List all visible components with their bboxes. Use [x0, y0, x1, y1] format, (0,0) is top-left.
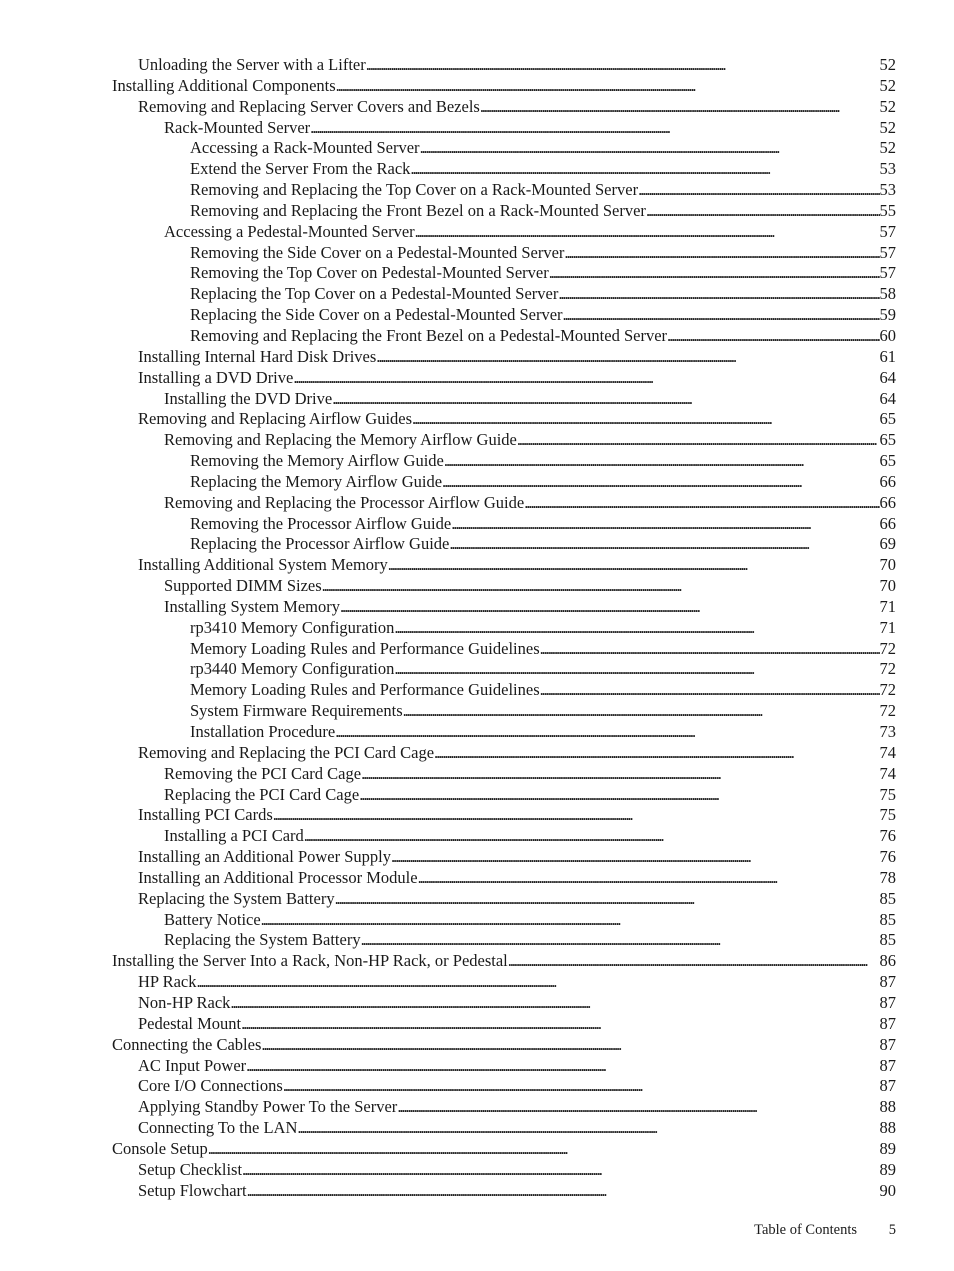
toc-entry[interactable]: [112, 1139, 896, 1160]
toc-entry-page-number[interactable]: 72: [879, 701, 896, 721]
toc-entry-page-number[interactable]: 89: [879, 1159, 896, 1179]
toc-entry[interactable]: [138, 97, 896, 118]
toc-entry-page-number[interactable]: 90: [879, 1180, 896, 1200]
toc-entry-page-number[interactable]: 52: [879, 55, 896, 74]
toc-leader-dots: [359, 785, 879, 806]
toc-entry-page-number[interactable]: 88: [879, 1097, 896, 1117]
toc-entry-page-number[interactable]: 66: [879, 471, 896, 491]
toc-leader-dots: [524, 493, 879, 514]
toc-entry[interactable]: [138, 1076, 896, 1097]
toc-entry-title[interactable]: Removing and Replacing the Processor Airflow Guide: [164, 492, 525, 512]
toc-entry-title[interactable]: Removing and Replacing the Memory Airflow Guide: [164, 430, 517, 450]
toc-leader-dots: [283, 1076, 880, 1097]
toc-entry[interactable]: [190, 284, 896, 305]
toc-entry[interactable]: [138, 1097, 896, 1118]
toc-leader-dots: [361, 764, 879, 785]
toc-entry-title[interactable]: Replacing the System Battery: [138, 888, 335, 908]
toc-entry-title[interactable]: Removing the Processor Airflow Guide: [190, 513, 452, 533]
toc-entry-page-number[interactable]: 87: [879, 1034, 896, 1054]
footer-page-number: 5: [888, 1222, 896, 1238]
toc-entry[interactable]: [138, 993, 896, 1014]
toc-entry[interactable]: [112, 1035, 896, 1056]
toc-entry[interactable]: [164, 597, 896, 618]
toc-leader-dots: [340, 597, 880, 618]
toc-entry-page-number[interactable]: 75: [879, 784, 896, 804]
toc-entry[interactable]: [138, 847, 896, 868]
toc-entry-title[interactable]: Installation Procedure: [190, 722, 336, 741]
toc-entry-title[interactable]: Applying Standby Power To the Server: [138, 1097, 398, 1117]
toc-entry-page-number[interactable]: 65: [879, 430, 896, 450]
toc-entry-page-number[interactable]: 87: [879, 1055, 896, 1075]
toc-entry-page-number[interactable]: 86: [879, 951, 896, 971]
toc-entry-title[interactable]: Rack-Mounted Server: [164, 117, 311, 137]
toc-entry-page-number[interactable]: 57: [879, 242, 896, 262]
toc-entry-title[interactable]: Replacing the System Battery: [164, 930, 361, 950]
toc-entry-page-number[interactable]: 72: [879, 659, 896, 679]
toc-entry-title[interactable]: Non-HP Rack: [138, 992, 231, 1012]
toc-entry-title[interactable]: Memory Loading Rules and Performance Guidelines: [190, 680, 540, 700]
toc-entry-title[interactable]: Supported DIMM Sizes: [164, 576, 322, 596]
toc-entry-title[interactable]: Removing the Memory Airflow Guide: [190, 451, 444, 471]
toc-entry-page-number[interactable]: 75: [879, 805, 896, 825]
toc-entry-page-number[interactable]: 87: [879, 992, 896, 1012]
toc-leader-dots: [261, 1035, 879, 1056]
toc-entry-title[interactable]: Removing and Replacing the Front Bezel on a Rack-Mounted Server: [190, 200, 646, 220]
toc-entry-page-number[interactable]: 57: [879, 221, 896, 241]
toc-leader-dots: [397, 1097, 879, 1118]
toc-entry[interactable]: [164, 826, 896, 847]
toc-entry-title[interactable]: rp3410 Memory Configuration: [190, 617, 395, 637]
toc-entry-page-number[interactable]: 74: [879, 763, 896, 783]
toc-entry[interactable]: [164, 576, 896, 597]
toc-entry[interactable]: [190, 618, 896, 639]
toc-leader-dots: [394, 659, 879, 680]
toc-leader-dots: [394, 618, 879, 639]
toc-entry-title[interactable]: Removing and Replacing the Front Bezel on a Pedestal-Mounted Server: [190, 325, 668, 345]
toc-entry-title[interactable]: Removing and Replacing the PCI Card Cage: [138, 742, 435, 762]
toc-entry-title[interactable]: Core I/O Connections: [138, 1076, 283, 1096]
toc-leader-dots: [646, 201, 880, 222]
toc-entry-page-number[interactable]: 64: [879, 388, 896, 408]
toc-entry-page-number[interactable]: 64: [879, 367, 896, 387]
toc-entry-page-number[interactable]: 58: [879, 284, 896, 304]
toc-entry-page-number[interactable]: 76: [879, 826, 896, 846]
toc-entry-page-number[interactable]: 87: [879, 1076, 896, 1096]
toc-entry-title[interactable]: Installing an Additional Power Supply: [138, 847, 391, 867]
toc-entry[interactable]: [190, 639, 896, 660]
toc-leader-dots: [336, 76, 880, 97]
toc-leader-dots: [297, 1118, 879, 1139]
toc-entry-page-number[interactable]: 87: [879, 1013, 896, 1033]
toc-leader-dots: [304, 826, 880, 847]
toc-entry[interactable]: [138, 868, 896, 889]
toc-entry-page-number[interactable]: 85: [879, 930, 896, 950]
toc-entry[interactable]: [138, 1118, 896, 1139]
toc-leader-dots: [444, 451, 880, 472]
toc-entry-title[interactable]: Removing and Replacing Airflow Guides: [138, 409, 413, 429]
toc-leader-dots: [273, 805, 880, 826]
toc-entry[interactable]: [164, 930, 896, 951]
toc-entry-page-number[interactable]: 71: [879, 617, 896, 637]
toc-entry-page-number[interactable]: 87: [879, 972, 896, 992]
toc-entry-title[interactable]: Replacing the Top Cover on a Pedestal-Mounted Server: [190, 284, 559, 304]
toc-entry[interactable]: [190, 305, 896, 326]
toc-leader-dots: [246, 1056, 879, 1077]
toc-entry-title[interactable]: Removing and Replacing the Top Cover on a Rack-Mounted Server: [190, 180, 639, 200]
toc-leader-dots: [549, 263, 880, 284]
toc-leader-dots: [410, 159, 879, 180]
toc-entry[interactable]: [164, 785, 896, 806]
toc-entry-title[interactable]: Installing a PCI Card: [164, 826, 304, 846]
toc-entry-page-number[interactable]: 89: [879, 1138, 896, 1158]
toc-entry[interactable]: [190, 326, 896, 347]
toc-leader-dots: [247, 1181, 880, 1202]
toc-entry[interactable]: [138, 368, 896, 389]
toc-entry-title[interactable]: Connecting To the LAN: [138, 1118, 298, 1138]
toc-entry-title[interactable]: Removing the Side Cover on a Pedestal-Mounted Server: [190, 242, 565, 262]
toc-leader-dots: [230, 993, 879, 1014]
toc-entry-title[interactable]: Removing and Replacing Server Covers and Bezels: [138, 96, 480, 116]
toc-entry-title[interactable]: Replacing the Side Cover on a Pedestal-Mounted Server: [190, 305, 563, 325]
toc-leader-dots: [442, 472, 879, 493]
toc-entry-title[interactable]: Pedestal Mount: [138, 1013, 242, 1033]
toc-entry-page-number[interactable]: 72: [879, 638, 896, 658]
toc-entry-title[interactable]: Removing the Top Cover on Pedestal-Mounted Server: [190, 263, 549, 283]
toc-leader-dots: [540, 639, 880, 660]
toc-entry-title[interactable]: Setup Checklist: [138, 1159, 243, 1179]
toc-leader-dots: [508, 951, 880, 972]
toc-entry[interactable]: [112, 951, 896, 972]
toc-leader-dots: [391, 847, 880, 868]
toc-entry-page-number[interactable]: 57: [879, 263, 896, 283]
toc-leader-dots: [420, 138, 880, 159]
toc-entry[interactable]: [190, 534, 896, 555]
toc-entry-title[interactable]: HP Rack: [138, 972, 197, 992]
toc-entry-title[interactable]: Installing the Server Into a Rack, Non-HP Rack, or Pedestal: [112, 951, 508, 971]
toc-entry[interactable]: [138, 972, 896, 993]
toc-leader-dots: [197, 972, 880, 993]
toc-entry[interactable]: [190, 243, 896, 264]
toc-leader-dots: [558, 284, 879, 305]
toc-leader-dots: [332, 389, 879, 410]
toc-entry-title[interactable]: Console Setup: [112, 1138, 208, 1158]
toc-entry[interactable]: [190, 722, 896, 743]
toc-entry-page-number[interactable]: 85: [879, 909, 896, 929]
toc-entry[interactable]: [164, 430, 896, 451]
toc-leader-dots: [480, 97, 880, 118]
toc-entry-page-number[interactable]: 66: [879, 513, 896, 533]
toc-entry[interactable]: [138, 1056, 896, 1077]
toc-entry-page-number[interactable]: 53: [879, 180, 896, 200]
toc-entry-title[interactable]: Installing System Memory: [164, 596, 340, 616]
toc-entry-page-number[interactable]: 52: [879, 117, 896, 137]
toc-entry[interactable]: [190, 451, 896, 472]
toc-leader-dots: [261, 910, 880, 931]
toc-entry-page-number[interactable]: 52: [879, 96, 896, 116]
toc-entry[interactable]: [190, 159, 896, 180]
toc-entry-title[interactable]: Unloading the Server with a Lifter: [138, 55, 366, 74]
toc-entry[interactable]: [164, 910, 896, 931]
toc-leader-dots: [293, 368, 879, 389]
toc-entry[interactable]: [190, 138, 896, 159]
toc-entry[interactable]: [190, 263, 896, 284]
toc-leader-dots: [361, 930, 880, 951]
toc-leader-dots: [376, 347, 879, 368]
toc-entry-page-number[interactable]: 65: [879, 451, 896, 471]
toc-entry-title[interactable]: Accessing a Rack-Mounted Server: [190, 138, 420, 158]
toc-entry-title[interactable]: Removing the PCI Card Cage: [164, 763, 362, 783]
toc-entry[interactable]: [190, 514, 896, 535]
toc-entry-title[interactable]: Installing Internal Hard Disk Drives: [138, 346, 377, 366]
toc-entry-page-number[interactable]: 88: [879, 1118, 896, 1138]
toc-entry-page-number[interactable]: 52: [879, 138, 896, 158]
toc-leader-dots: [418, 868, 880, 889]
toc-leader-dots: [241, 1014, 879, 1035]
toc-leader-dots: [667, 326, 879, 347]
toc-entry-title[interactable]: Installing a DVD Drive: [138, 367, 294, 387]
toc-entry[interactable]: [164, 764, 896, 785]
toc-entry-page-number[interactable]: 69: [879, 534, 896, 554]
toc-entry-page-number[interactable]: 70: [879, 555, 896, 575]
toc-entry[interactable]: [138, 55, 896, 76]
toc-entry-page-number[interactable]: 60: [879, 325, 896, 345]
toc-leader-dots: [517, 430, 880, 451]
toc-entry-title[interactable]: Extend the Server From the Rack: [190, 159, 411, 179]
toc-entry[interactable]: [164, 493, 896, 514]
toc-entry-page-number[interactable]: 71: [879, 596, 896, 616]
toc-entry-page-number[interactable]: 74: [879, 742, 896, 762]
toc-entry-title[interactable]: Replacing the Memory Airflow Guide: [190, 471, 443, 491]
toc-entry-title[interactable]: Installing PCI Cards: [138, 805, 273, 825]
toc-entry-title[interactable]: Battery Notice: [164, 909, 261, 929]
toc-entry-title[interactable]: Accessing a Pedestal-Mounted Server: [164, 221, 415, 241]
toc-leader-dots: [415, 222, 880, 243]
toc-entry-page-number[interactable]: 55: [879, 200, 896, 220]
toc-entry-title[interactable]: Installing the DVD Drive: [164, 388, 333, 408]
toc-leader-dots: [208, 1139, 880, 1160]
toc-leader-dots: [335, 889, 880, 910]
toc-entry[interactable]: [138, 1160, 896, 1181]
toc-entry[interactable]: [190, 680, 896, 701]
toc-entry[interactable]: [190, 659, 896, 680]
toc-leader-dots: [564, 243, 879, 264]
toc-leader-dots: [366, 55, 880, 76]
toc-leader-dots: [403, 701, 880, 722]
toc-entry-page-number[interactable]: 70: [879, 576, 896, 596]
toc-entry-title[interactable]: Memory Loading Rules and Performance Guidelines: [190, 638, 540, 658]
toc-entry[interactable]: [112, 76, 896, 97]
toc-entry[interactable]: [138, 347, 896, 368]
toc-leader-dots: [388, 555, 880, 576]
toc-entry-page-number[interactable]: 53: [879, 159, 896, 179]
toc-entry[interactable]: [190, 472, 896, 493]
toc-entry-page-number[interactable]: 66: [879, 492, 896, 512]
toc-entry-page-number[interactable]: 61: [879, 346, 896, 366]
toc-entry[interactable]: [190, 701, 896, 722]
toc-leader-dots: [451, 514, 879, 535]
toc-entry-page-number[interactable]: 72: [879, 680, 896, 700]
toc-entry-page-number[interactable]: 78: [879, 867, 896, 887]
toc-entry[interactable]: [138, 1181, 896, 1202]
toc-entry-page-number[interactable]: 76: [879, 847, 896, 867]
toc-entry[interactable]: [138, 1014, 896, 1035]
toc-leader-dots: [335, 722, 879, 743]
toc-entry-title[interactable]: Installing Additional System Memory: [138, 555, 388, 575]
toc-entry-title[interactable]: AC Input Power: [138, 1055, 247, 1075]
toc-entry-page-number[interactable]: 52: [879, 75, 896, 95]
toc-leader-dots: [540, 680, 880, 701]
toc-entry-title[interactable]: Installing Additional Components: [112, 75, 336, 95]
toc-entry-page-number[interactable]: 85: [879, 888, 896, 908]
toc-entry-title[interactable]: System Firmware Requirements: [190, 701, 403, 721]
toc-entry[interactable]: [164, 118, 896, 139]
footer-label: Table of Contents: [754, 1222, 857, 1238]
toc-entry-title[interactable]: rp3440 Memory Configuration: [190, 659, 395, 679]
toc-entry-page-number[interactable]: 59: [879, 305, 896, 325]
toc-entry-title[interactable]: Installing an Additional Processor Module: [138, 867, 418, 887]
toc-entry[interactable]: [138, 743, 896, 764]
toc-leader-dots: [638, 180, 879, 201]
toc-entry[interactable]: [164, 222, 896, 243]
toc-leader-dots: [434, 743, 879, 764]
table-of-contents: [0, 55, 954, 1201]
toc-leader-dots: [412, 409, 879, 430]
toc-leader-dots: [449, 534, 879, 555]
toc-entry[interactable]: [190, 201, 896, 222]
toc-entry[interactable]: [138, 889, 896, 910]
toc-leader-dots: [242, 1160, 879, 1181]
toc-entry-title[interactable]: Replacing the PCI Card Cage: [164, 784, 360, 804]
toc-leader-dots: [563, 305, 880, 326]
toc-entry-page-number[interactable]: 73: [879, 722, 896, 741]
toc-leader-dots: [322, 576, 880, 597]
toc-entry-page-number[interactable]: 65: [879, 409, 896, 429]
toc-entry-title[interactable]: Connecting the Cables: [112, 1034, 262, 1054]
toc-leader-dots: [310, 118, 879, 139]
toc-entry[interactable]: [138, 555, 896, 576]
toc-entry[interactable]: [138, 805, 896, 826]
toc-entry-title[interactable]: Setup Flowchart: [138, 1180, 247, 1200]
toc-entry[interactable]: [164, 389, 896, 410]
toc-entry[interactable]: [138, 409, 896, 430]
toc-entry-title[interactable]: Replacing the Processor Airflow Guide: [190, 534, 450, 554]
toc-entry[interactable]: [190, 180, 896, 201]
